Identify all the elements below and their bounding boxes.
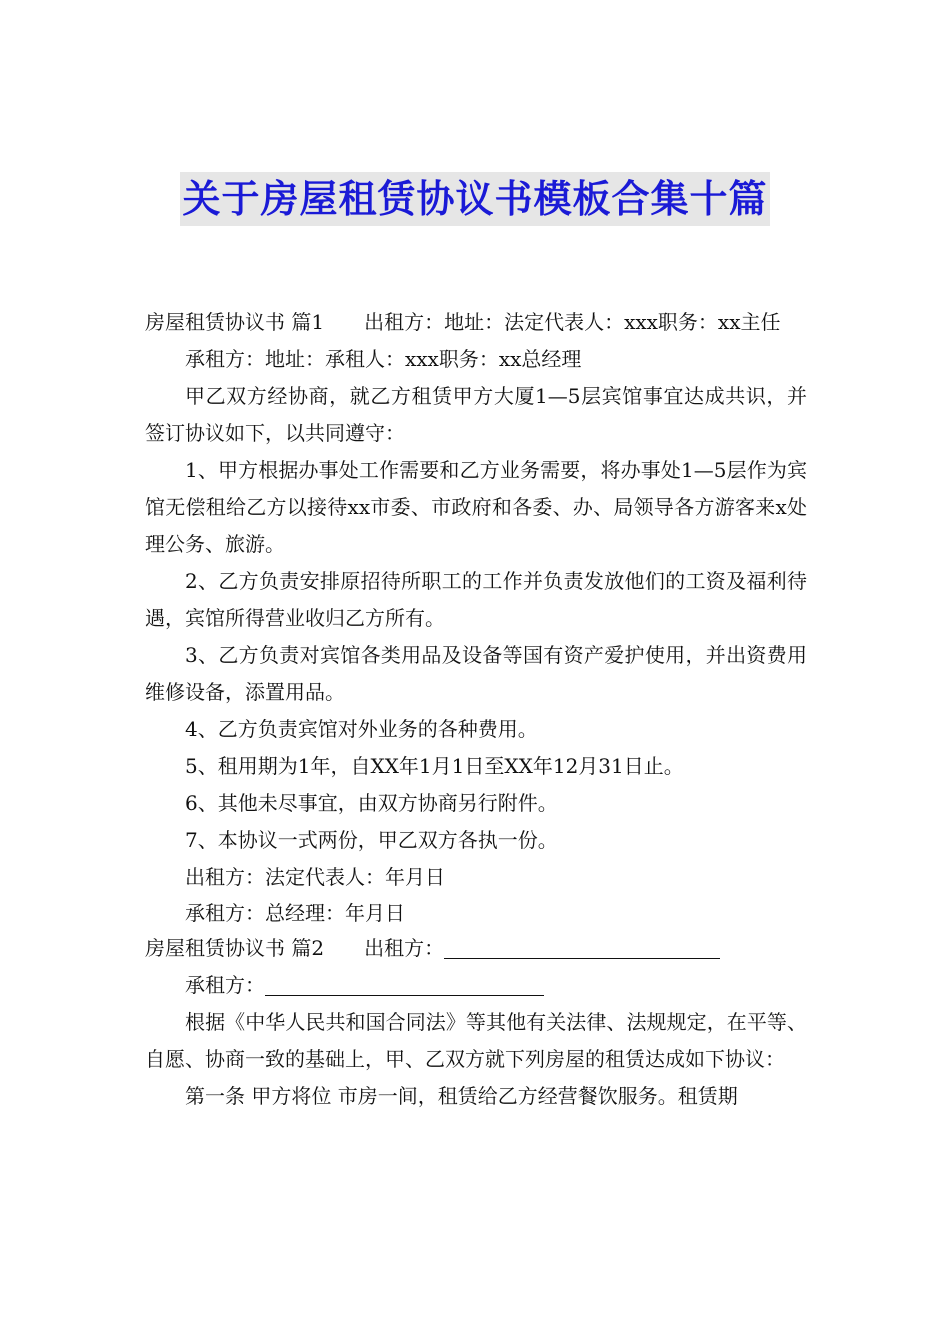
paragraph-clause-4: 4、乙方负责宾馆对外业务的各种费用。 <box>185 717 538 741</box>
paragraph-clause-2: 2、乙方负责安排原招待所职工的工作并负责发放他们的工资及福利待遇，宾馆所得营业收归乙方所有。 <box>145 569 807 630</box>
paragraph-section1-header: 房屋租赁协议书 篇1 出租方：地址：法定代表人：xxx职务：xx主任 <box>145 310 781 334</box>
paragraph-lessor-signature: 出租方：法定代表人：年月日 <box>185 865 445 889</box>
paragraph-lessee-signature: 承租方：总经理：年月日 <box>185 901 405 925</box>
paragraph-intro: 甲乙双方经协商，就乙方租赁甲方大厦1—5层宾馆事宜达成共识，并签订协议如下，以共同遵守： <box>145 384 807 445</box>
paragraph-article-1: 第一条 甲方将位 市房一间，租赁给乙方经营餐饮服务。租赁期 <box>185 1084 738 1108</box>
lessor-blank-line <box>444 936 720 959</box>
paragraph-section2-lessee <box>145 967 807 1004</box>
section2-lessee-text: 承租方： <box>185 973 265 997</box>
document-body <box>145 304 807 1115</box>
paragraph-clause-6: 6、其他未尽事宜，由双方协商另行附件。 <box>185 791 558 815</box>
paragraph-section2-header <box>145 930 807 967</box>
paragraph-clause-1: 1、甲方根据办事处工作需要和乙方业务需要，将办事处1—5层作为宾馆无偿租给乙方以接待xx市委、市政府和各委、办、局领导各方游客来x处理公务、旅游。 <box>145 458 807 556</box>
paragraph-clause-7: 7、本协议一式两份，甲乙双方各执一份。 <box>185 828 558 852</box>
paragraph-lessee-info: 承租方：地址：承租人：xxx职务：xx总经理 <box>185 347 582 371</box>
paragraph-section2-intro: 根据《中华人民共和国合同法》等其他有关法律、法规规定，在平等、自愿、协商一致的基础上，甲、乙双方就下列房屋的租赁达成如下协议： <box>145 1010 807 1071</box>
document-title: 关于房屋租赁协议书模板合集十篇 <box>180 172 769 226</box>
paragraph-clause-5: 5、租用期为1年，自XX年1月1日至XX年12月31日止。 <box>185 754 684 778</box>
lessee-blank-line <box>265 973 544 996</box>
title-container <box>0 172 950 226</box>
section2-header-text: 房屋租赁协议书 篇2 出租方： <box>145 936 445 960</box>
paragraph-clause-3: 3、乙方负责对宾馆各类用品及设备等国有资产爱护使用，并出资费用维修设备，添置用品。 <box>145 643 807 704</box>
